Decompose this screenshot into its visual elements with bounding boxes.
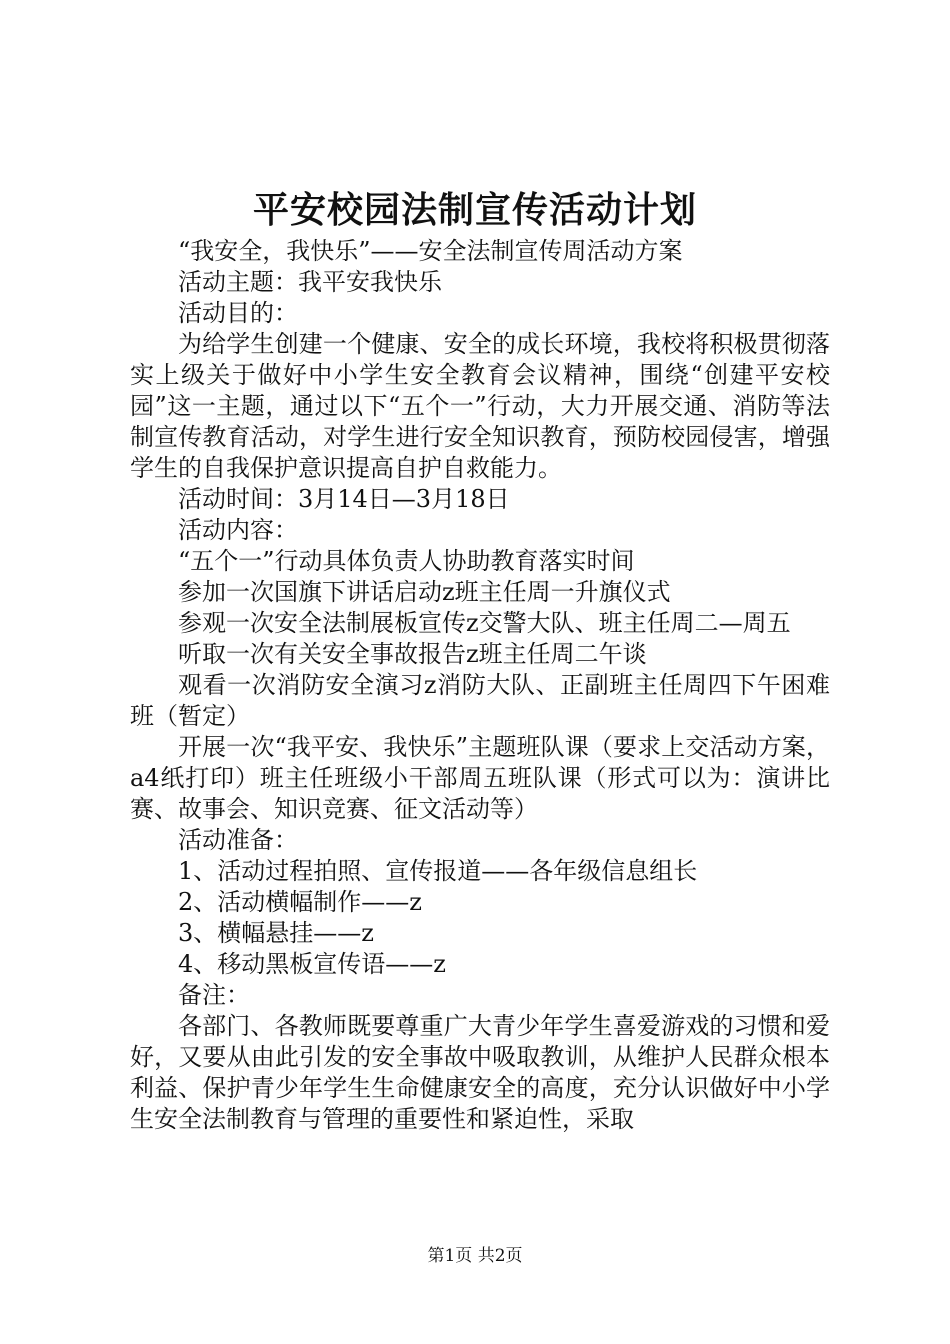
paragraph-theme: 活动主题：我平安我快乐 (178, 268, 442, 296)
paragraph-action-4: 观看一次消防安全演习z消防大队、正副班主任周四下午困难班（暂定） (130, 671, 830, 730)
paragraph-content-heading: 活动内容： (178, 516, 298, 544)
paragraph-five-actions-header: “五个一”行动具体负责人协助教育落实时间 (178, 547, 635, 575)
paragraph-action-2: 参观一次安全法制展板宣传z交警大队、班主任周二—周五 (178, 609, 791, 637)
document-title: 平安校园法制宣传活动计划 (252, 189, 697, 231)
paragraph-preparation-heading: 活动准备： (178, 826, 298, 854)
paragraph-prep-4: 4、移动黑板宣传语——z (178, 950, 446, 978)
paragraph-prep-2: 2、活动横幅制作——z (178, 888, 422, 916)
paragraph-subtitle: “我安全，我快乐”——安全法制宣传周活动方案 (178, 237, 683, 265)
document-body (130, 236, 830, 1135)
paragraph-purpose-text: 为给学生创建一个健康、安全的成长环境，我校将积极贯彻落实上级关于做好中小学生安全教育会议精神，围绕“创建平安校园”这一主题，通过以下“五个一”行动，大力开展交通、消防等法制宣传教育活动，对学生进行安全知识教育，预防校园侵害，增强学生的自我保护意识提高自护自救能力。 (130, 330, 830, 482)
paragraph-action-5: 开展一次“我平安、我快乐”主题班队课（要求上交活动方案，a4纸打印）班主任班级小干部周五班队课（形式可以为：演讲比赛、故事会、知识竞赛、征文活动等） (130, 733, 830, 823)
paragraph-notes-heading: 备注： (178, 981, 250, 1009)
page-footer: 第1页 共2页 (427, 1246, 523, 1266)
paragraph-notes-text: 各部门、各教师既要尊重广大青少年学生喜爱游戏的习惯和爱好，又要从由此引发的安全事故中吸取教训，从维护人民群众根本利益、保护青少年学生生命健康安全的高度，充分认识做好中小学生安全法制教育与管理的重要性和紧迫性，采取 (130, 1012, 830, 1133)
paragraph-time: 活动时间：3月14日—3月18日 (178, 485, 510, 513)
paragraph-purpose-heading: 活动目的： (178, 299, 298, 327)
paragraph-action-3: 听取一次有关安全事故报告z班主任周二午谈 (178, 640, 647, 668)
paragraph-action-1: 参加一次国旗下讲话启动z班主任周一升旗仪式 (178, 578, 671, 606)
paragraph-prep-3: 3、横幅悬挂——z (178, 919, 374, 947)
paragraph-prep-1: 1、活动过程拍照、宣传报道——各年级信息组长 (178, 857, 698, 885)
